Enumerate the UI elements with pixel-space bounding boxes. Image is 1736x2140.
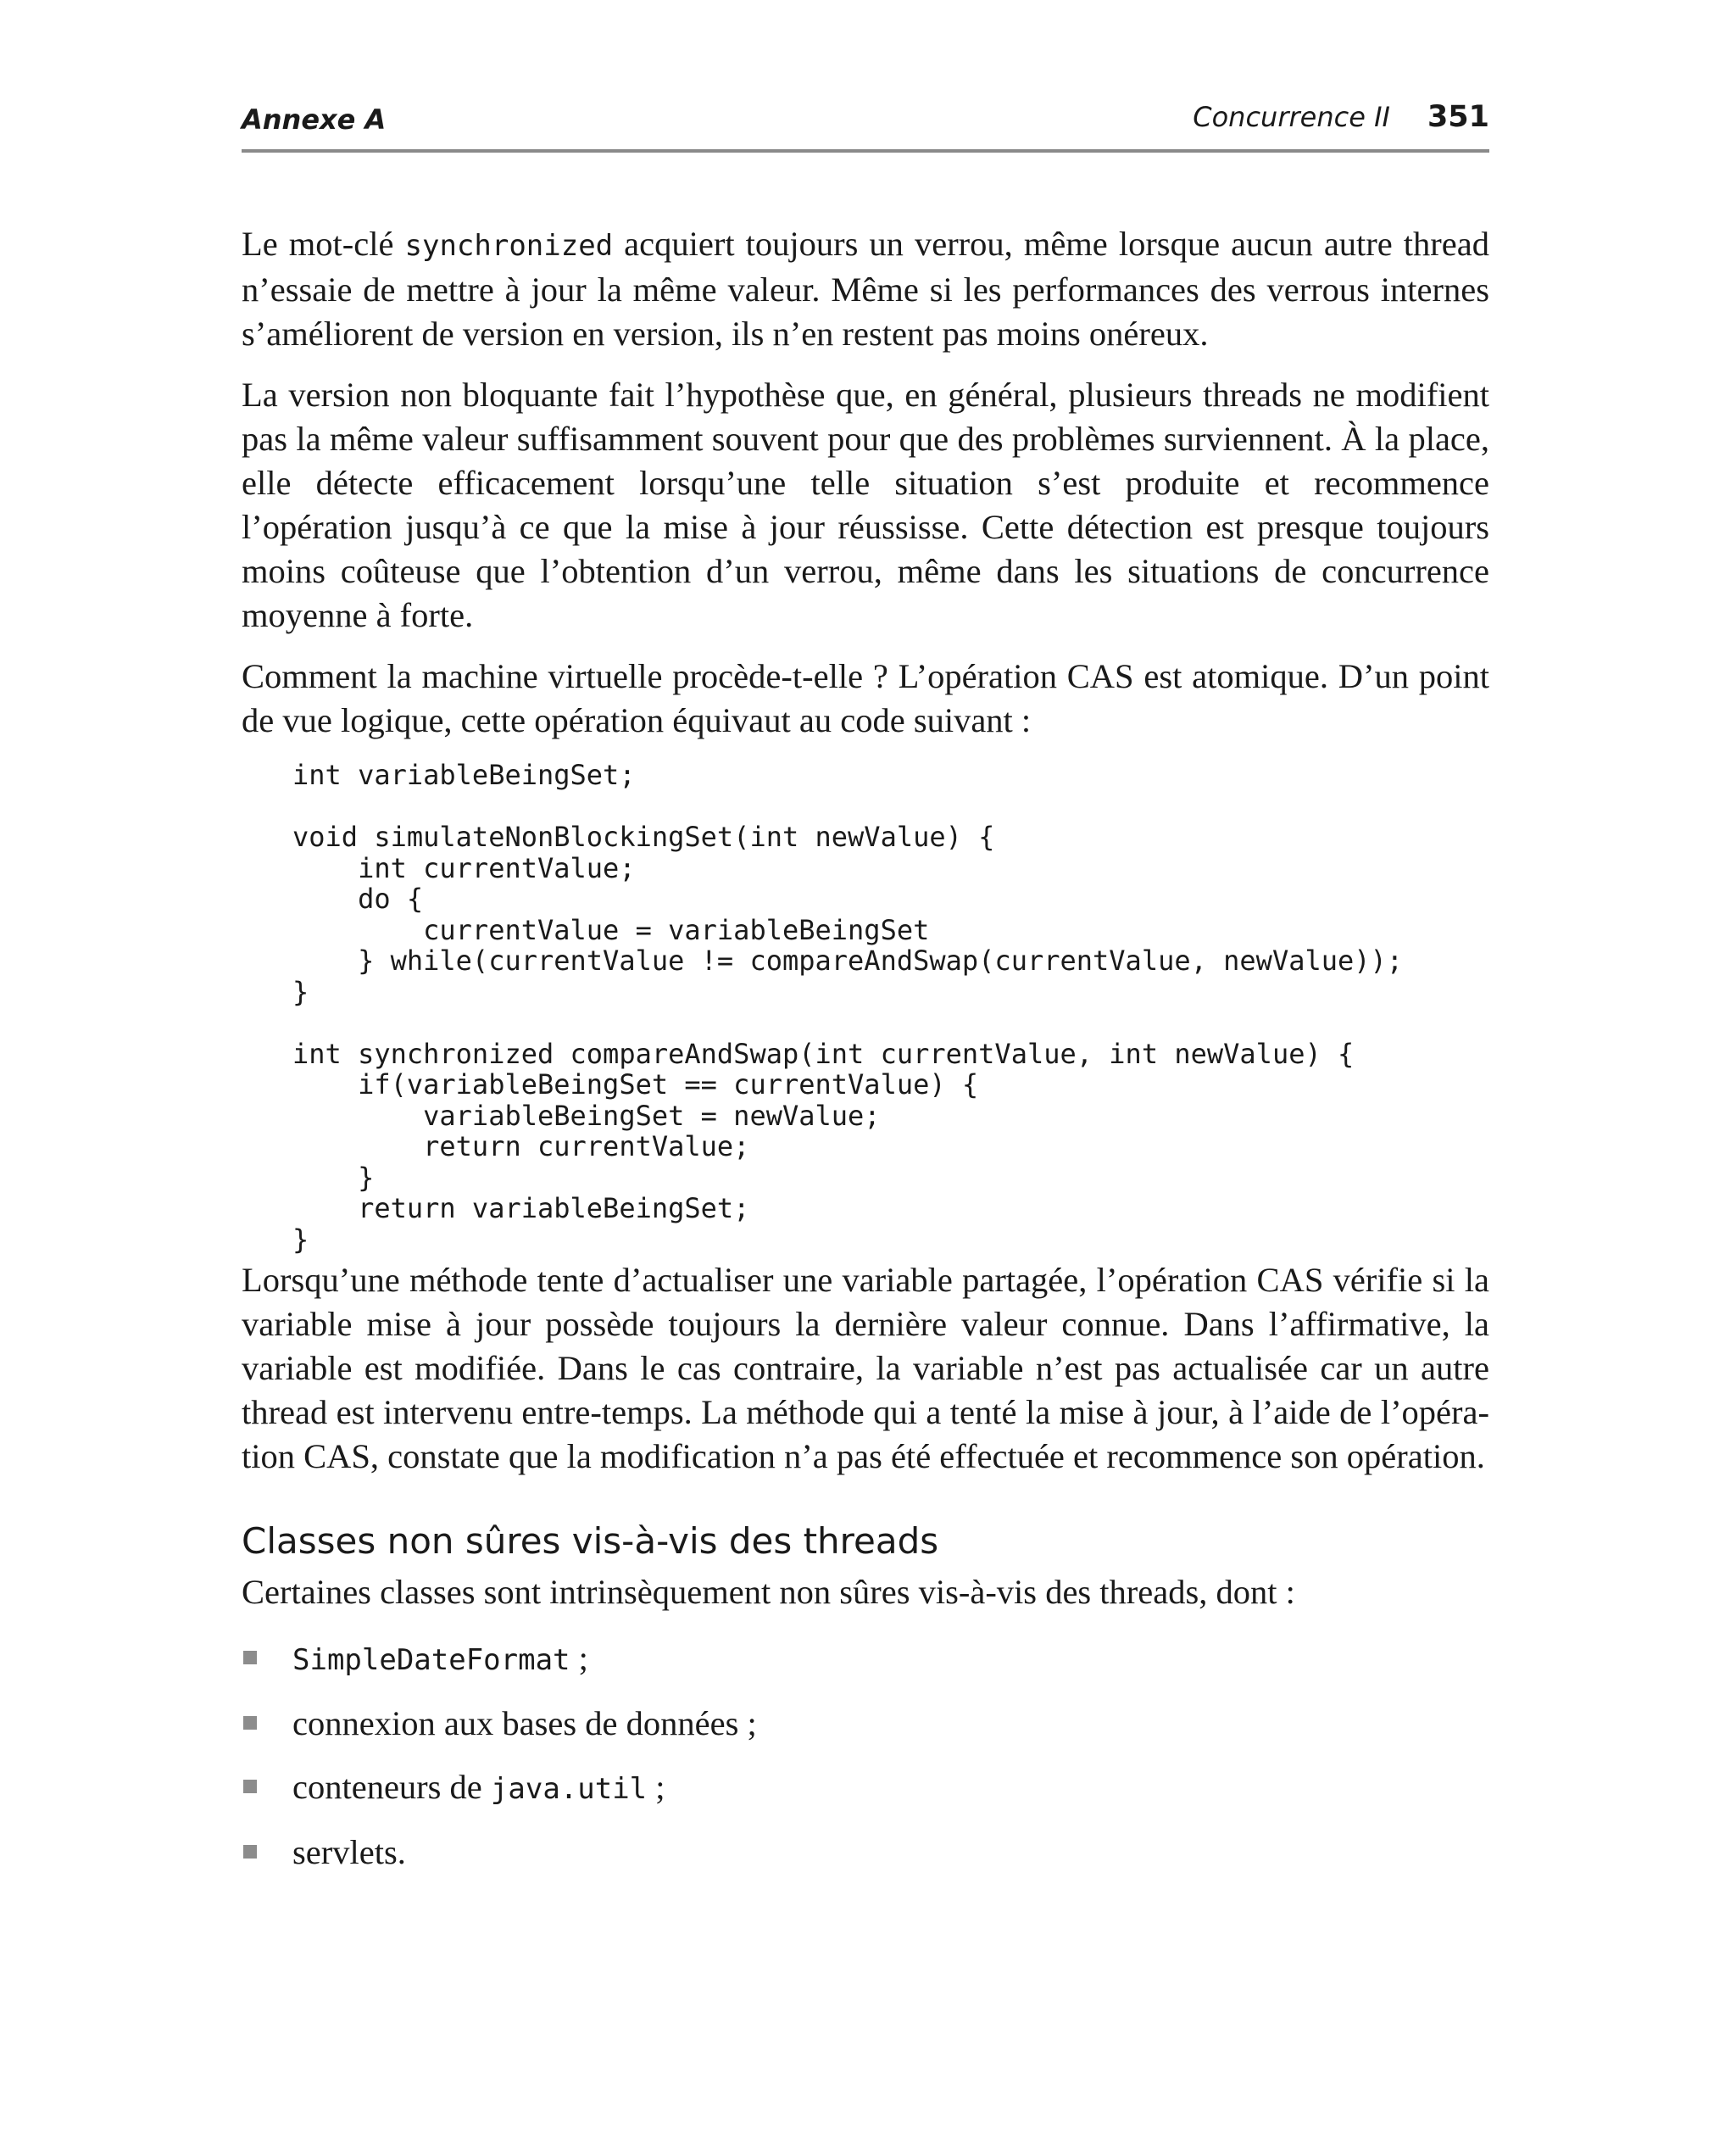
paragraph-non-blocking: La version non bloquante fait l’hypothèse que, en général, plusieurs threads ne modifient pas la même valeur suffisamment souvent pour que des problèmes surviennent. À la place, elle détecte efficacement lorsqu’une telle situation s’est produite et recommence l’opération jusqu’à ce que la mise à jour réussisse. Cette détection est presque toujours moins coûteuse que l’obtention d’un verrou, même dans les situations de concurrence moyenne à forte. — [242, 376, 1489, 634]
square-bullet-icon — [243, 1780, 257, 1793]
square-bullet-icon — [243, 1651, 257, 1664]
paragraph-text: acquiert toujours un verrou, même lorsque aucun autre thread n’essaie de mettre à jour la même valeur. Même si les performances des verrous internes s’améliorent de version en version, ils n’en restent pas moins onéreux. — [242, 225, 1489, 353]
inline-code: synchronized — [404, 229, 614, 263]
paragraph-cas-intro: Comment la machine virtuelle procède-t-elle ? L’opération CAS est atomique. D’un point de vue logique, cette opération équivaut au code suivant : — [242, 657, 1489, 739]
list-item-text: connexion aux bases de données ; — [292, 1704, 757, 1742]
list-item — [242, 1636, 1489, 1682]
running-head — [242, 100, 1489, 137]
list-item-text: ; — [647, 1768, 665, 1806]
body-text — [242, 222, 1489, 1894]
list-item — [242, 1765, 1489, 1811]
list-item — [242, 1702, 1489, 1746]
list-item-text: conteneurs de — [292, 1768, 491, 1806]
section-intro: Certaines classes sont intrinsèquement non sûres vis-à-vis des threads, dont : — [242, 1573, 1295, 1611]
inline-code: java.util — [490, 1772, 648, 1806]
list-item-text: servlets. — [292, 1833, 406, 1871]
code-listing: int variableBeingSet; void simulateNonBlockingSet(int newValue) { int currentValue; do { currentValue = variableBeingSet } while(currentValue != compareAndSwap(currentValue, newValue)); } int synchronized compareAndSwap(int currentValue, int newValue) { if(variableBeingSet == currentValue) { variableBeingSet = newValue; return currentValue; } return variableBeingSet; } — [292, 759, 1404, 1256]
paragraph-cas-explanation: Lorsqu’une méthode tente d’actualiser une variable partagée, l’opération CAS vérifie si la variable mise à jour possède toujours la dernière valeur connue. Dans l’affirmative, la variable est modifiée. Dans le cas contraire, la variable n’est pas actualisée car un autre thread est intervenu entre-temps. La méthode qui a tenté la mise à jour, à l’aide de l’opération CAS, constate que la modification n’a pas été effectuée et recommence son opération. — [242, 1261, 1489, 1475]
bullet-list — [242, 1636, 1489, 1875]
running-head-part: Annexe A — [242, 103, 387, 136]
page-number: 351 — [1427, 100, 1489, 134]
square-bullet-icon — [243, 1716, 257, 1730]
inline-code: SimpleDateFormat — [292, 1643, 570, 1677]
running-head-right — [1193, 100, 1489, 134]
list-item-text: ; — [570, 1639, 588, 1677]
list-item — [242, 1831, 1489, 1875]
square-bullet-icon — [243, 1845, 257, 1859]
paragraph-synchronized — [242, 222, 1489, 356]
running-head-chapter: Concurrence II — [1193, 101, 1390, 133]
header-rule — [242, 149, 1489, 153]
section-heading: Classes non sûres vis-à-vis des threads — [242, 1520, 939, 1562]
paragraph-text: Le mot-clé — [242, 225, 405, 263]
